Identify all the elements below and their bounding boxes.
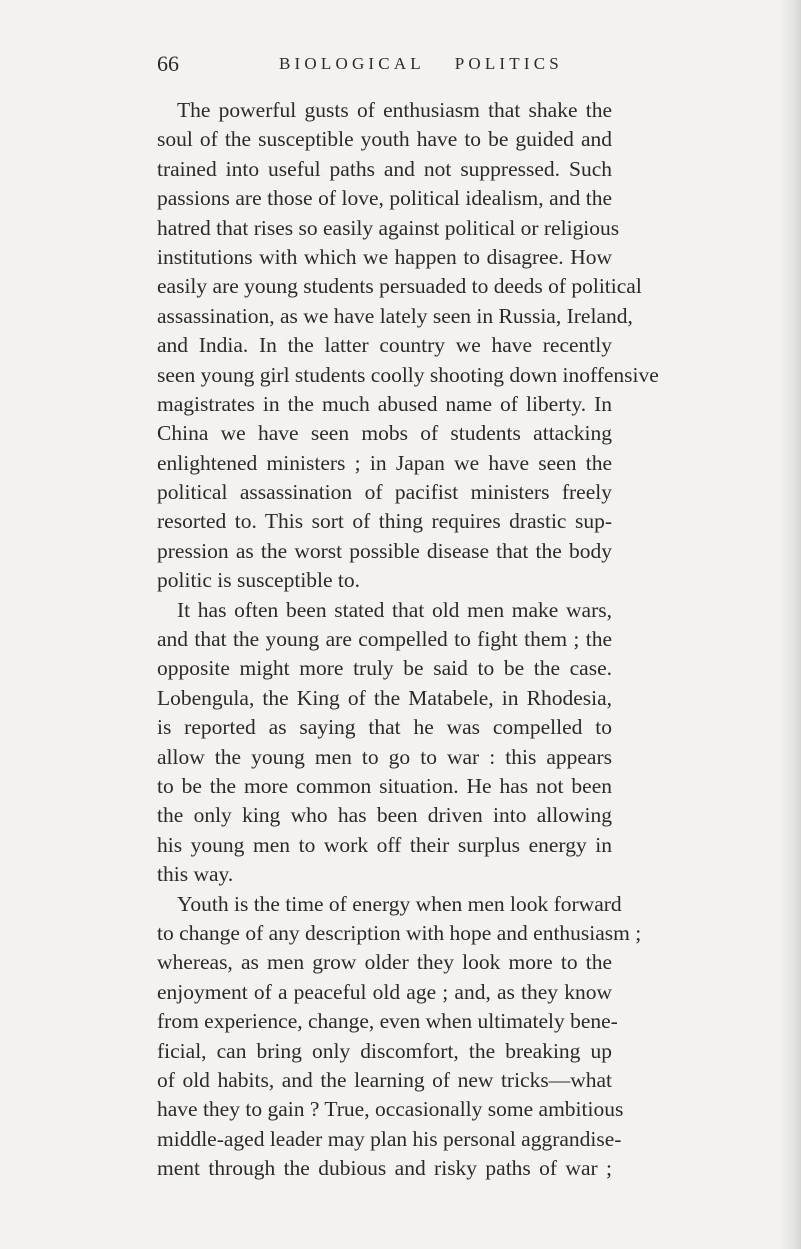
text-line: of old habits, and the learning of new tricks—what bbox=[157, 1067, 612, 1092]
text-line: It has often been stated that old men make wars, bbox=[177, 597, 612, 622]
text-line: Lobengula, the King of the Matabele, in Rhodesia, bbox=[157, 685, 612, 710]
text-line: China we have seen mobs of students attacking bbox=[157, 421, 612, 446]
text-line: ficial, can bring only discomfort, the breaking up bbox=[157, 1038, 612, 1063]
text-line: from experience, change, even when ultimately bene- bbox=[157, 1009, 618, 1034]
text-line: institutions with which we happen to disagree. How bbox=[157, 244, 612, 269]
text-line: to change of any description with hope and enthusiasm ; bbox=[157, 920, 642, 945]
text-line: his young men to work off their surplus energy in bbox=[157, 832, 612, 857]
text-line: assassination, as we have lately seen in Russia, Ireland, bbox=[157, 303, 633, 328]
text-line: soul of the susceptible youth have to be guided and bbox=[157, 127, 612, 152]
text-line: and India. In the latter country we have recently bbox=[157, 333, 612, 358]
text-line: ment through the dubious and risky paths of war ; bbox=[157, 1156, 612, 1181]
text-line: is reported as saying that he was compelled to bbox=[157, 715, 612, 740]
text-line: easily are young students persuaded to deeds of political bbox=[157, 274, 642, 299]
text-line: middle-aged leader may plan his personal aggrandise- bbox=[157, 1126, 622, 1151]
text-line: to be the more common situation. He has not been bbox=[157, 773, 612, 798]
page-edge-shadow bbox=[779, 0, 801, 1249]
text-line: resorted to. This sort of thing requires drastic sup- bbox=[157, 509, 612, 534]
text-line: political assassination of pacifist ministers freely bbox=[157, 480, 612, 505]
text-line: The powerful gusts of enthusiasm that shake the bbox=[177, 98, 612, 122]
text-line: passions are those of love, political idealism, and the bbox=[157, 186, 612, 211]
text-line: have they to gain ? True, occasionally some ambitious bbox=[157, 1097, 624, 1122]
running-head bbox=[157, 50, 612, 78]
text-line: allow the young men to go to war : this appears bbox=[157, 744, 612, 769]
text-line: enjoyment of a peaceful old age ; and, as they know bbox=[157, 979, 612, 1004]
text-line: this way. bbox=[157, 862, 234, 887]
text-line: pression as the worst possible disease that the body bbox=[157, 538, 612, 563]
text-line: and that the young are compelled to fight them ; the bbox=[157, 627, 612, 652]
body-text bbox=[157, 96, 659, 1183]
text-line: politic is susceptible to. bbox=[157, 568, 361, 593]
text-line: opposite might more truly be said to be the case. bbox=[157, 656, 612, 681]
text-line: hatred that rises so easily against political or religious bbox=[157, 215, 620, 240]
text-line: enlightened ministers ; in Japan we have seen the bbox=[157, 450, 612, 475]
page-number: 66 bbox=[157, 51, 179, 76]
running-title: BIOLOGICAL POLITICS bbox=[279, 54, 563, 73]
text-line: whereas, as men grow older they look more to the bbox=[157, 950, 612, 975]
text-line: magistrates in the much abused name of liberty. In bbox=[157, 391, 612, 416]
text-line: seen young girl students coolly shooting down inoffensive bbox=[157, 362, 659, 387]
text-line: the only king who has been driven into allowing bbox=[157, 803, 612, 828]
text-line: trained into useful paths and not suppressed. Such bbox=[157, 156, 612, 181]
text-line: Youth is the time of energy when men look forward bbox=[177, 891, 622, 916]
